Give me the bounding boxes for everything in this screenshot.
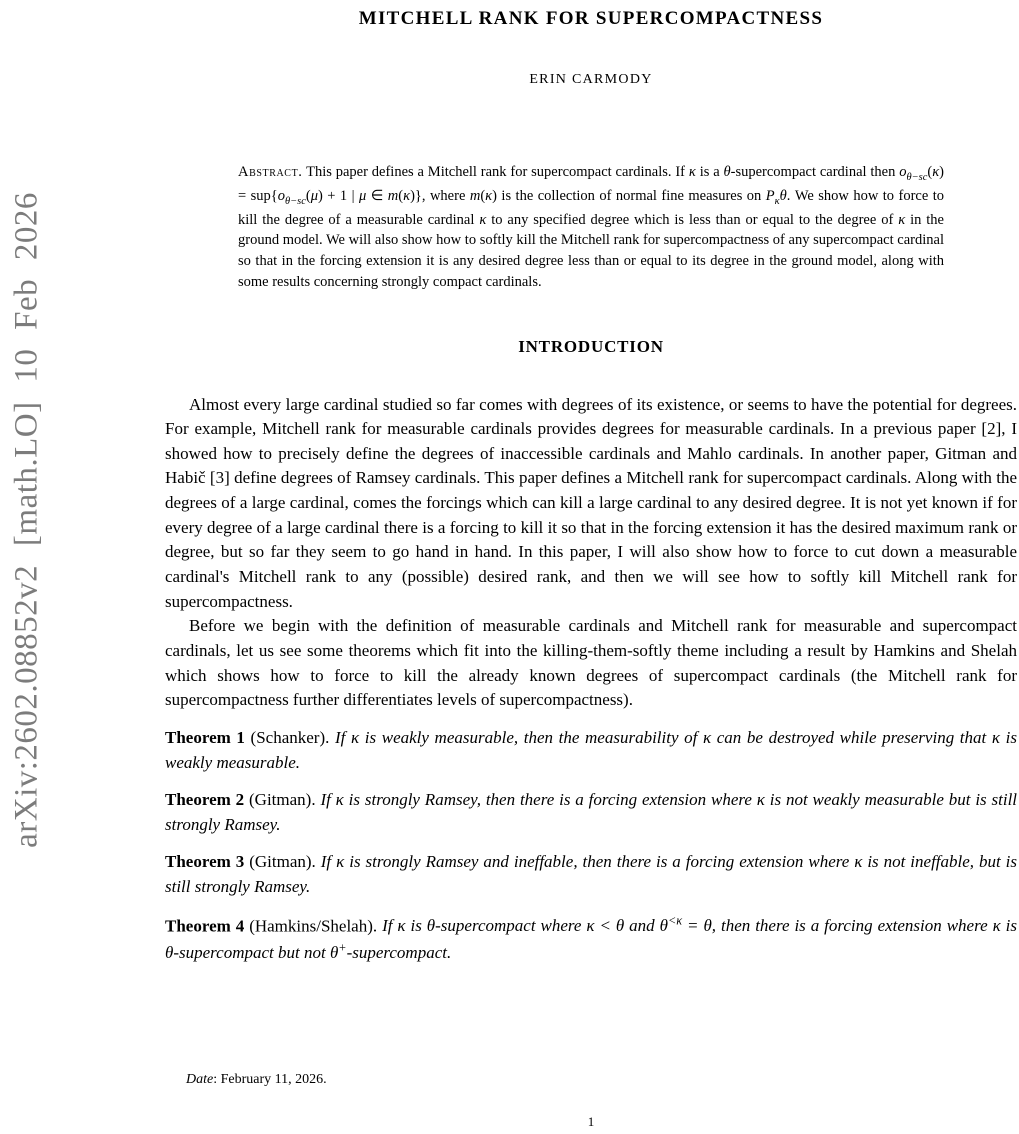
theorem-1 <box>165 726 1017 775</box>
theorem-2-label: Theorem 2 <box>165 790 245 810</box>
theorem-2-attribution: (Gitman). <box>249 790 316 810</box>
arxiv-watermark: arXiv:2602.08852v2 [math.LO] 10 Feb 2026 <box>8 192 45 848</box>
abstract-block <box>238 162 944 293</box>
theorem-4-attribution: (Hamkins/Shelah). <box>249 916 378 936</box>
abstract-label: Abstract. <box>238 164 303 180</box>
date-footnote: Date: February 11, 2026. <box>186 1072 327 1087</box>
paragraph-2: Before we begin with the definition of measurable cardinals and Mitchell rank for measurable and supercompact cardinals, let us see some theorems which fit into the killing-them-softly theme including a result by Hamkins and Shelah which shows how to force to kill the already known degrees of supercompact cardinals (the Mitchell rank for supercompactness further differentiates levels of supercompactness). <box>165 616 1017 710</box>
theorem-3-statement: If κ is strongly Ramsey and ineffable, then there is a forcing extension where κ is not ineffable, but is still strongly Ramsey. <box>165 852 1018 897</box>
abstract-text: This paper defines a Mitchell rank for supercompact cardinals. If κ is a θ-supercompact cardinal then $o_{\theta-sc}(\kappa) = sup\{o_{\theta-sc}(\mu) + 1$ | μ ∈ m(κ)}, where m(κ) is the collection of normal fine measures on $P_\kappa\theta$. We show how to force to kill the degree of a measurable cardinal κ to any specified degree which is less than or equal to the degree of κ in the ground model. We will also show how to softly kill the Mitchell rank for supercompactness of any supercompact cardinal so that in the forcing extension it is any desired degree less than or equal to its degree in the ground model, along with some results concerning strongly compact cardinals. <box>238 164 944 290</box>
paper-content <box>165 0 1017 965</box>
theorem-4 <box>165 913 1017 966</box>
theorem-1-statement: If κ is weakly measurable, then the measurability of κ can be destroyed while preserving that κ is weakly measurable. <box>165 727 1017 772</box>
section-heading-introduction: INTRODUCTION <box>518 336 664 356</box>
author-name: ERIN CARMODY <box>529 72 653 87</box>
theorem-3 <box>165 850 1017 899</box>
theorem-1-attribution: (Schanker). <box>250 727 330 747</box>
theorem-1-label: Theorem 1 <box>165 727 245 747</box>
theorem-2-statement: If κ is strongly Ramsey, then there is a forcing extension where κ is not weakly measurable but is still strongly Ramsey. <box>165 790 1018 834</box>
theorem-2 <box>165 788 1017 837</box>
theorem-3-label: Theorem 3 <box>165 852 245 872</box>
theorem-4-label: Theorem 4 <box>165 916 245 936</box>
theorem-3-attribution: (Gitman). <box>249 852 316 872</box>
paragraph-1: Almost every large cardinal studied so far comes with degrees of its existence, or seems to have the potential for degrees. For example, Mitchell rank for measurable cardinals provides degrees for measurable cardinals. In a previous paper [2], I showed how to precisely define the degrees of inaccessible cardinals and Mahlo cardinals. In another paper, Gitman and Habič [3] define degrees of Ramsey cardinals. This paper defines a Mitchell rank for supercompact cardinals. Along with the degrees of a large cardinal, comes the forcings which can kill a large cardinal to any desired degree. It is not yet known if for every degree of a large cardinal there is a forcing to kill it so that in the forcing extension it has the desired maximum rank or degree, but so far they seem to go hand in hand. In this paper, I will also show how to force to cut down a measurable cardinal's Mitchell rank to any (possible) desired rank, and then we will see how to softly kill Mitchell rank for supercompactness. <box>165 394 1017 611</box>
page-number: 1 <box>587 1114 595 1129</box>
theorem-4-statement: If κ is θ-supercompact where κ < θ and $\theta^{<\kappa} = \theta$, then there is a forcing extension where κ is θ-supercompact but not θ+-supercompact. <box>165 913 1018 962</box>
paper-title: MITCHELL RANK FOR SUPERCOMPACTNESS <box>358 8 824 29</box>
